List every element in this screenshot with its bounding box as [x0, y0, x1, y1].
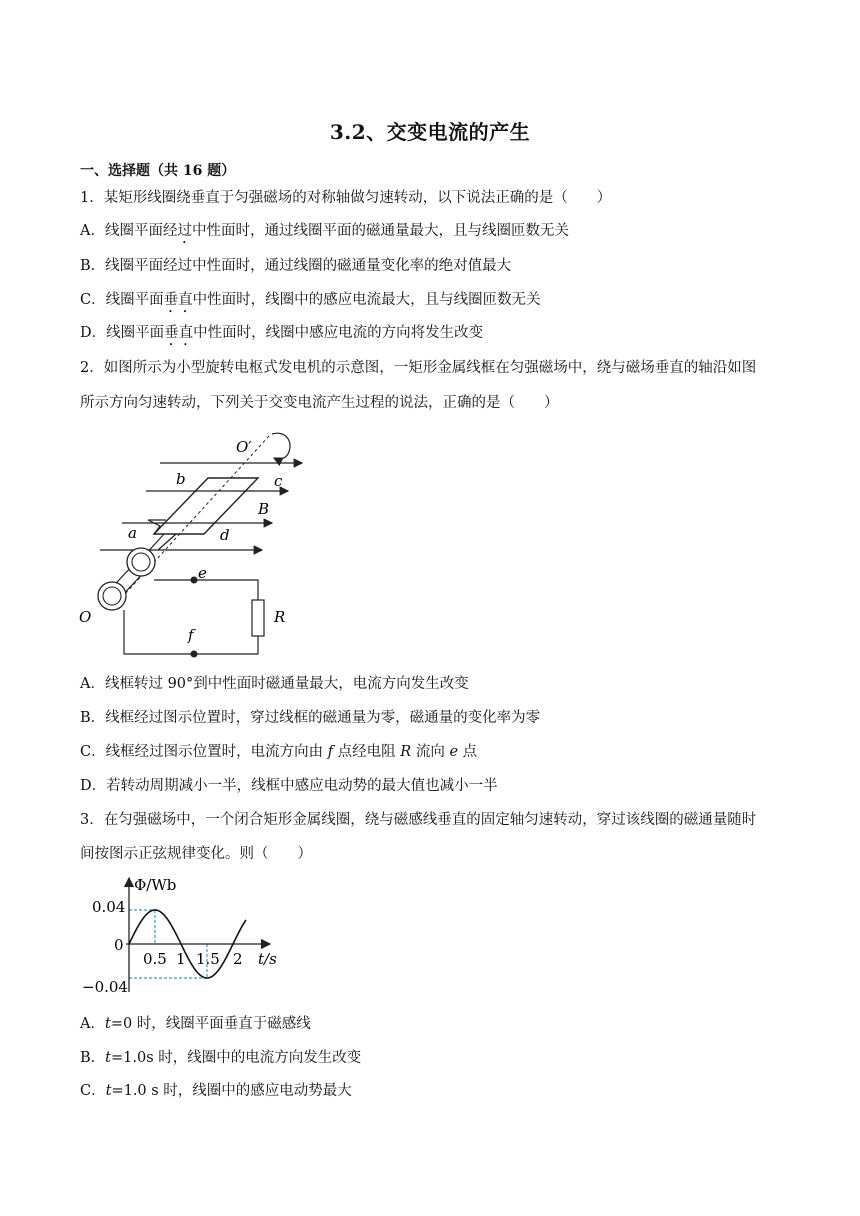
page-title: 3.2、交变电流的产生 [329, 120, 531, 144]
svg-text:c: c [274, 472, 283, 490]
slip-ring [127, 548, 155, 576]
q3-option-c: C．t=1.0 s 时，线圈中的感应电动势最大 [80, 1083, 352, 1099]
y-tick-label: 0 [114, 936, 124, 954]
flux-time-chart [76, 872, 286, 1002]
generator-diagram [74, 428, 314, 668]
svg-text:b: b [176, 470, 186, 488]
svg-text:O: O [79, 608, 92, 626]
point-f [191, 651, 198, 658]
svg-text:d: d [220, 526, 230, 544]
svg-text:O′: O′ [236, 438, 252, 456]
point-e [191, 577, 198, 584]
y-tick-label: 0.04 [92, 898, 126, 916]
q1-option-d: D．线圈平面垂直中性面时，线圈中感应电流的方向将发生改变 [80, 325, 484, 341]
q2-option-b: B．线框经过图示位置时，穿过线框的磁通量为零，磁通量的变化率为零 [80, 710, 541, 726]
x-tick-label: 1 [176, 950, 186, 968]
q1-stem: 1．某矩形线圈绕垂直于匀强磁场的对称轴做匀速转动，以下说法正确的是（ ） [80, 190, 612, 206]
q1-option-c: C．线圈平面垂直中性面时，线圈中的感应电流最大，且与线圈匝数无关 [80, 292, 541, 308]
resistor [252, 600, 264, 636]
section-heading: 一、选择题（共 16 题） [80, 163, 236, 179]
x-tick-label: 1.5 [196, 950, 220, 968]
q2-option-d: D．若转动周期减小一半，线框中感应电动势的最大值也减小一半 [80, 778, 498, 794]
y-axis-label: Φ/Wb [134, 876, 177, 894]
x-axis-label: t/s [258, 950, 277, 968]
svg-text:R: R [274, 608, 286, 626]
coil-frame [154, 478, 258, 534]
q3-stem-line2: 间按图示正弦规律变化。则（ ） [80, 846, 312, 862]
q2-stem-line2: 所示方向匀速转动，下列关于交变电流产生过程的说法，正确的是（ ） [80, 395, 559, 411]
rotation-arrow [272, 433, 290, 459]
q3-stem-line1: 3．在匀强磁场中，一个闭合矩形金属线圈，绕与磁感线垂直的固定轴匀速转动，穿过该线圈的磁通量随时 [80, 812, 757, 828]
q2-option-c: C．线框经过图示位置时，电流方向由 f 点经电阻 R 流向 e 点 [80, 744, 478, 760]
y-tick-label: −0.04 [82, 978, 128, 996]
svg-text:B: B [258, 500, 270, 518]
slip-ring [98, 582, 126, 610]
x-tick-label: 0.5 [143, 950, 167, 968]
q3-option-a: A．t=0 时，线圈平面垂直于磁感线 [80, 1016, 311, 1032]
x-tick-label: 2 [233, 950, 243, 968]
svg-text:e: e [198, 564, 207, 582]
q3-option-b: B．t=1.0s 时，线圈中的电流方向发生改变 [80, 1050, 362, 1066]
svg-text:f: f [188, 626, 194, 644]
q2-option-a: A．线框转过 90°到中性面时磁通量最大，电流方向发生改变 [80, 676, 469, 692]
q1-option-b: B．线圈平面经过中性面时，通过线圈的磁通量变化率的绝对值最大 [80, 258, 512, 274]
svg-text:a: a [128, 524, 137, 542]
q1-option-a: A．线圈平面经过中性面时，通过线圈平面的磁通量最大，且与线圈匝数无关 [80, 223, 569, 239]
q2-stem-line1: 2．如图所示为小型旋转电枢式发电机的示意图，一矩形金属线框在匀强磁场中，绕与磁场垂直的轴沿如图 [80, 360, 757, 376]
